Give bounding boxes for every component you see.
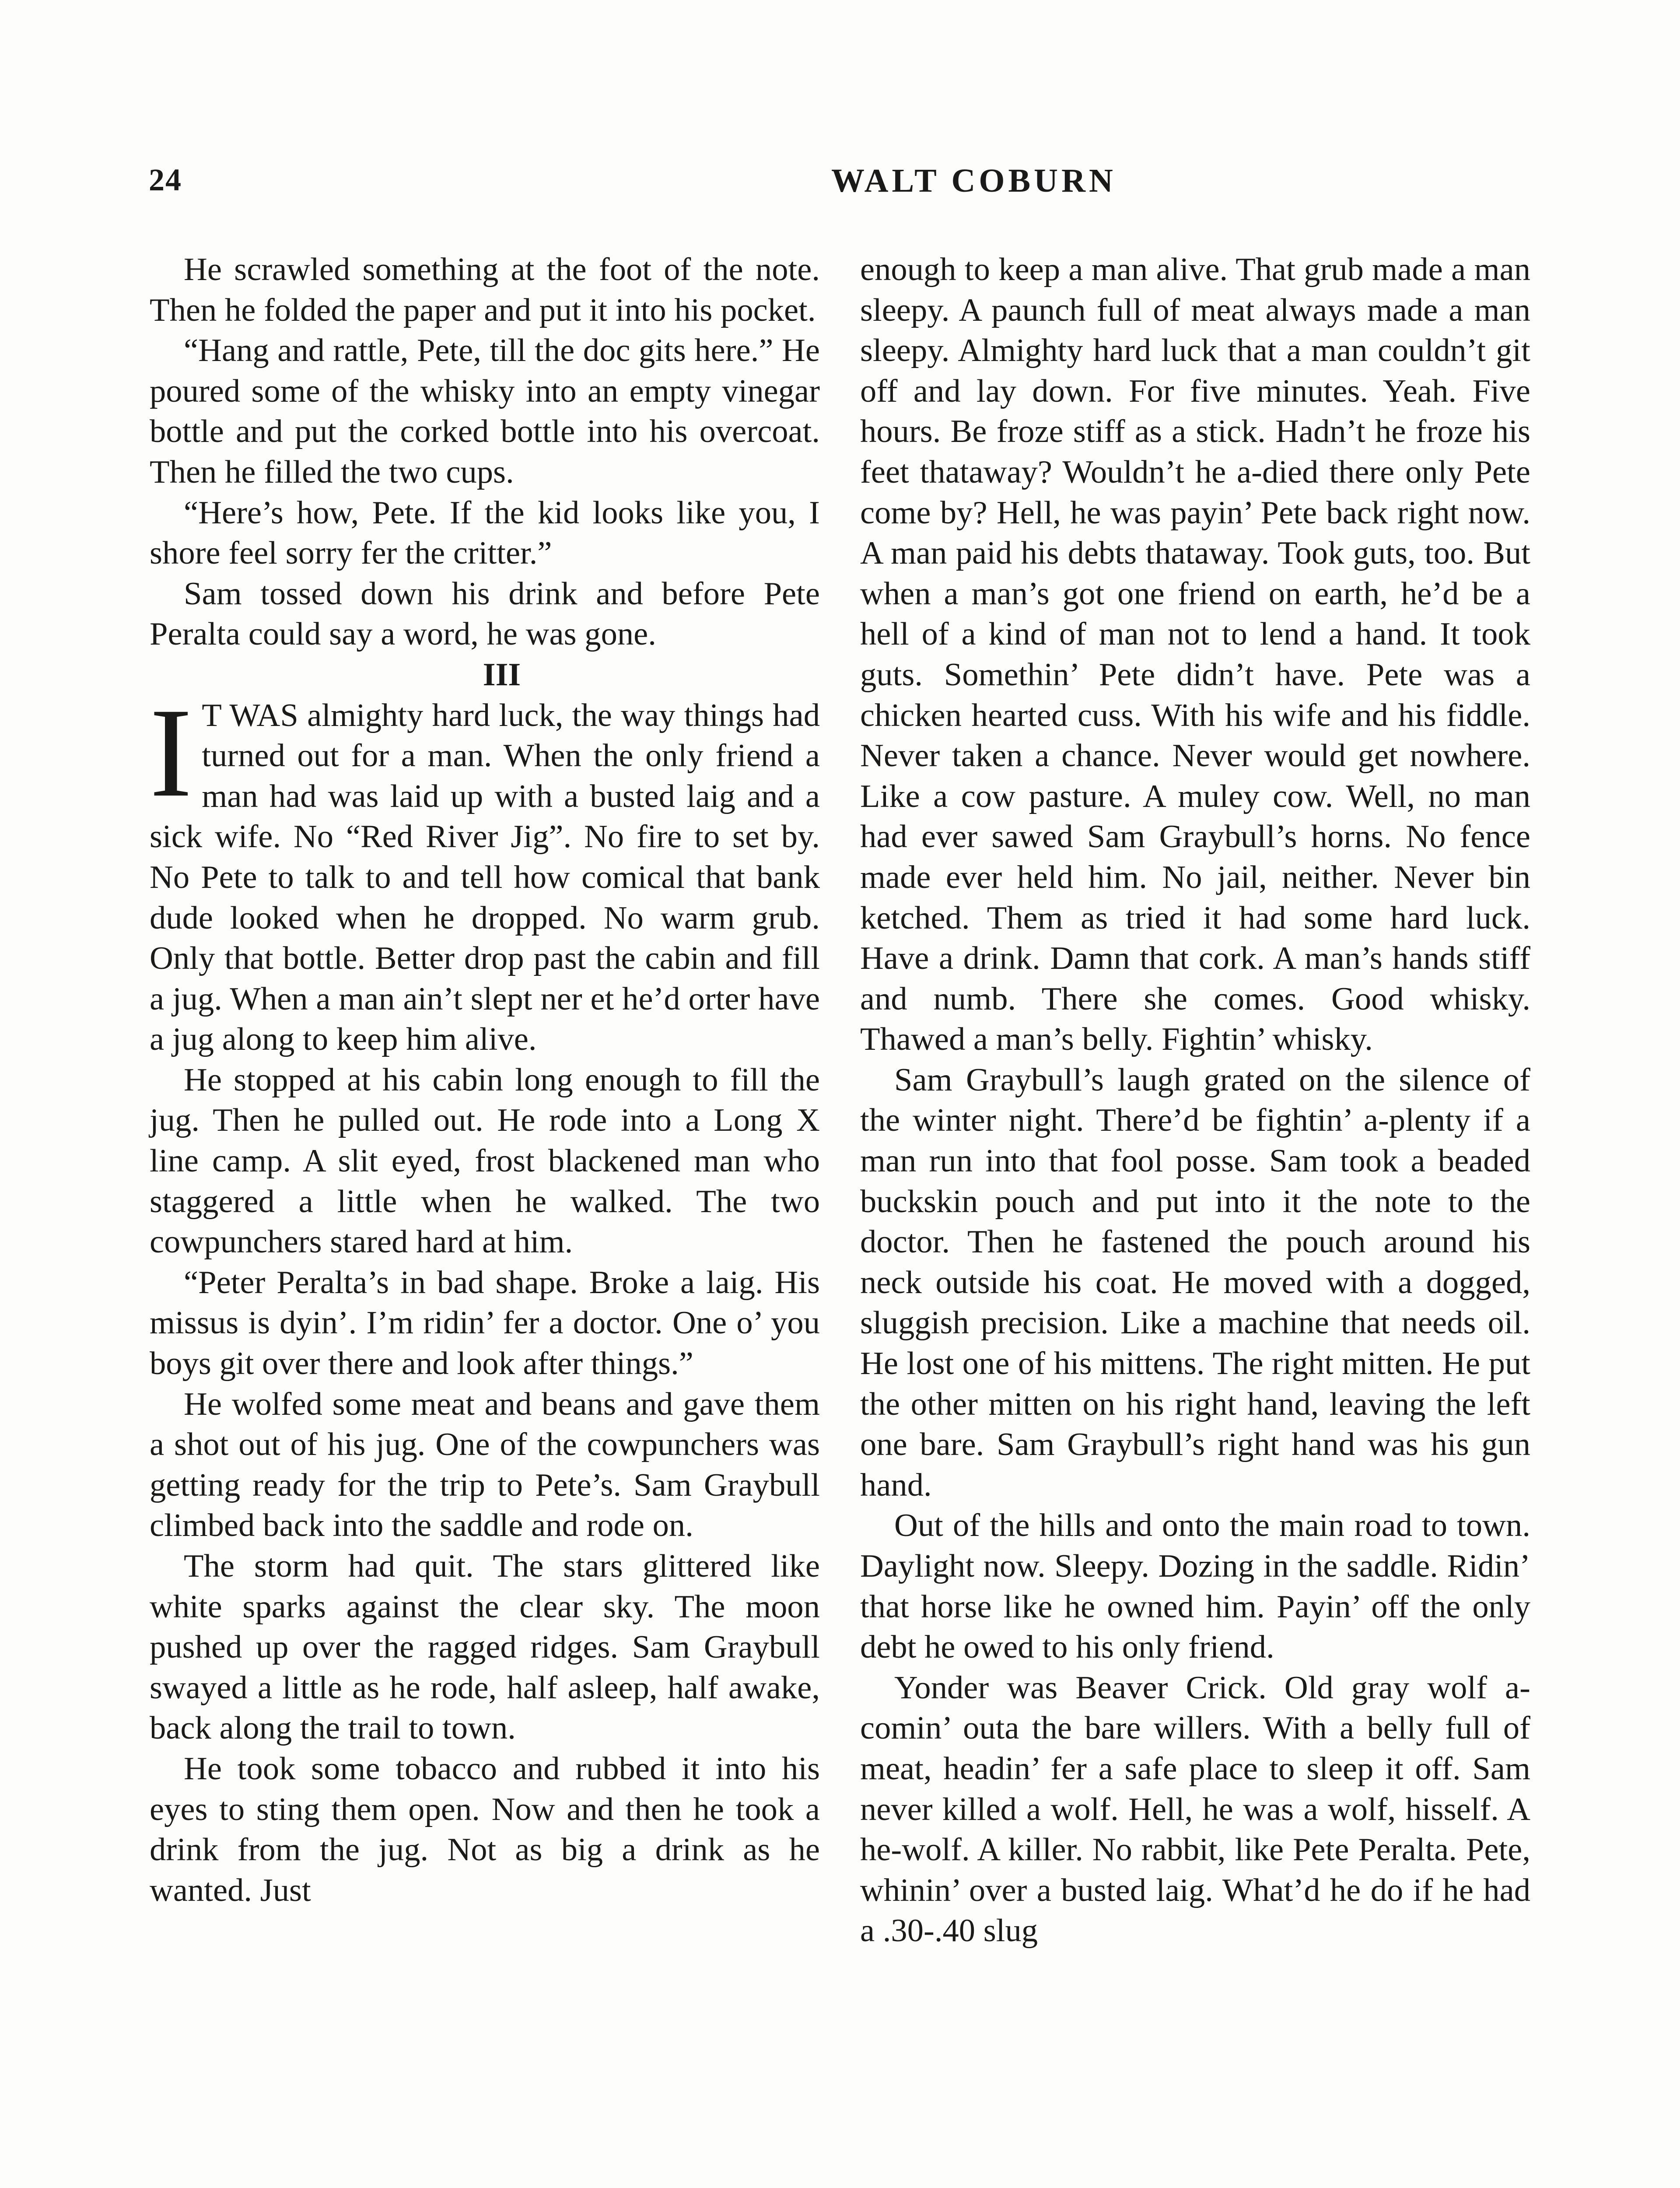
drop-cap-paragraph-text: T WAS almighty hard luck, the way things had turned out for a man. When the only friend a man had was laid up with a busted laig and a sick wife. No “Red River Jig”. No fire to set by. No Pete to talk to and tell how comical that bank dude looked when he dropped. No warm grub. Only that bottle. Better drop past the cabin and fill a jug. When a man ain’t slept ner et he’d orter have a jug along to keep him alive. [150, 697, 820, 1058]
paragraph: He scrawled something at the foot of the note. Then he folded the paper and put it into his pocket. [150, 252, 820, 328]
paragraph: Sam Graybull’s laugh grated on the silence of the winter night. There’d be fightin’ a-plenty if a man run into that fool posse. Sam took a beaded buckskin pouch and put into it the note to the doctor. Then he fastened the pouch around his neck outside his coat. He moved with a dogged, sluggish precision. Like a machine that needs oil. He lost one of his mittens. The right mitten. He put the other mitten on his right hand, leaving the left one bare. Sam Graybull’s right hand was his gun hand. [860, 1062, 1530, 1503]
section-heading: III [483, 656, 521, 693]
right-column [860, 249, 1530, 1951]
drop-cap-paragraph [150, 682, 820, 1060]
page-header [149, 162, 1680, 210]
paragraph: “Peter Peralta’s in bad shape. Broke a laig. His missus is dyin’. I’m ridin’ fer a doctor. One o’ you boys git over there and look after things.” [150, 1264, 820, 1382]
paragraph: The storm had quit. The stars glittered like white sparks against the clear sky. The moon pushed up over the ragged ridges. Sam Graybull swayed a little as he rode, half asleep, half awake, back along the trail to town. [150, 1548, 820, 1746]
paragraph: He took some tobacco and rubbed it into his eyes to sting them open. Now and then he took a drink from the jug. Not as big a drink as he wanted. Just [150, 1750, 820, 1908]
paragraph: Yonder was Beaver Crick. Old gray wolf a-comin’ outa the bare willers. With a belly full of meat, headin’ fer a safe place to sleep it off. Sam never killed a wolf. Hell, he was a wolf, hisself. A he-wolf. A killer. No rabbit, like Pete Peralta. Pete, whinin’ over a busted laig. What’d he do if he had a .30-.40 slug [860, 1669, 1530, 1949]
paragraph: “Hang and rattle, Pete, till the doc gits here.” He poured some of the whisky into an empty vinegar bottle and put the corked bottle into his overcoat. Then he filled the two cups. [150, 333, 820, 490]
running-head: WALT COBURN [831, 162, 1116, 199]
paragraph-continued: enough to keep a man alive. That grub made a man sleepy. A paunch full of meat always made a man sleepy. Almighty hard luck that a man couldn’t git off and lay down. For five minutes. Yeah. Five hours. Be froze stiff as a stick. Hadn’t he froze his feet thataway? Wouldn’t he a-died there only Pete come by? Hell, he was payin’ Pete back right now. A man paid his debts thataway. Took guts, too. But when a man’s got one friend on earth, he’d be a hell of a kind of man not to lend a hand. It took guts. Somethin’ Pete didn’t have. Pete was a chicken hearted cuss. With his wife and his fiddle. Never taken a chance. Never would get nowhere. Like a cow pasture. A muley cow. Well, no man had ever sawed Sam Graybull’s horns. No fence made ever held him. No jail, neither. Never bin ketched. Them as tried it had some hard luck. Have a drink. Damn that cork. A man’s hands stiff and numb. There she comes. Good whisky. Thawed a man’s belly. Fightin’ whisky. [860, 252, 1530, 1058]
paragraph: Out of the hills and onto the main road to town. Daylight now. Sleepy. Dozing in the saddle. Ridin’ that horse like he owned him. Payin’ off the only debt he owed to his only friend. [860, 1508, 1530, 1666]
paragraph: He stopped at his cabin long enough to fill the jug. Then he pulled out. He rode into a Long X line camp. A slit eyed, frost blackened man who staggered a little when he walked. The two cowpunchers stared hard at him. [150, 1062, 820, 1260]
page-number: 24 [149, 162, 182, 197]
drop-cap: I [150, 682, 192, 824]
paragraph: Sam tossed down his drink and before Pete Peralta could say a word, he was gone. [150, 575, 820, 652]
paragraph: He wolfed some meat and beans and gave them a shot out of his jug. One of the cowpunchers was getting ready for the trip to Pete’s. Sam Graybull climbed back into the saddle and rode on. [150, 1386, 820, 1544]
paragraph: “Here’s how, Pete. If the kid looks like you, I shore feel sorry fer the critter.” [150, 494, 820, 572]
left-column [150, 249, 820, 1911]
